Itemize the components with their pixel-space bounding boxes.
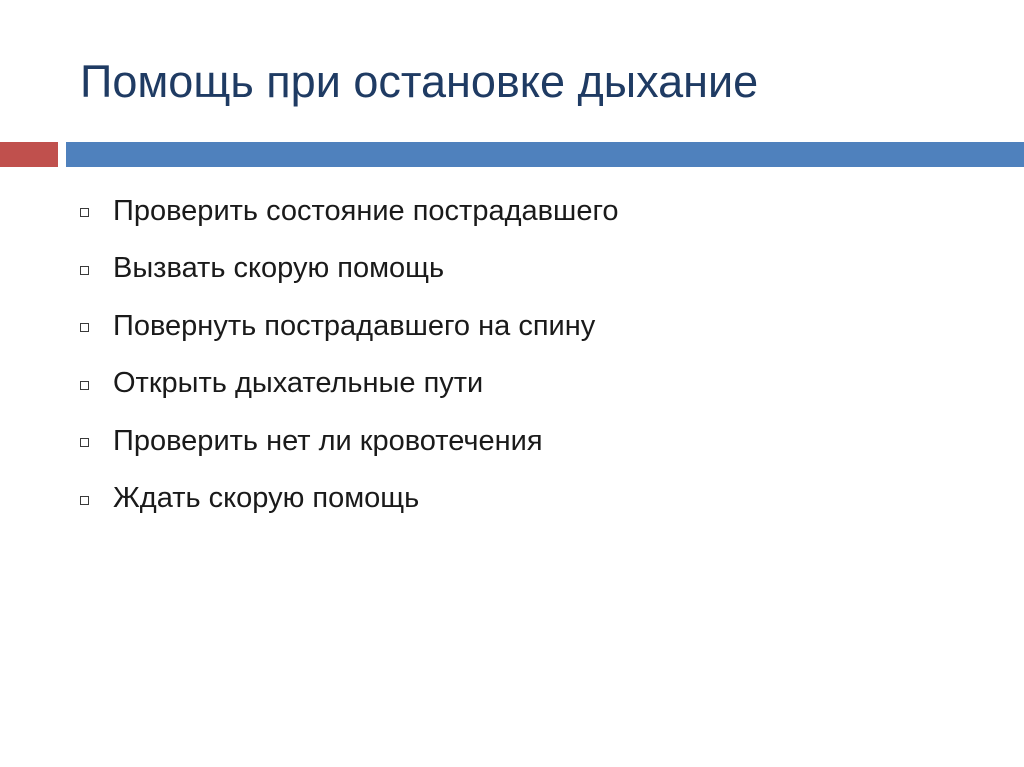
bullet-list (80, 182, 619, 527)
list-item-label: Вызвать скорую помощь (113, 252, 445, 285)
accent-bar-blue (66, 142, 1024, 167)
list-item (80, 412, 619, 470)
list-item (80, 297, 619, 355)
list-item-label: Повернуть пострадавшего на спину (113, 309, 596, 342)
list-item (80, 355, 619, 413)
square-bullet-icon (80, 266, 89, 275)
list-item-label: Проверить нет ли кровотечения (113, 424, 543, 457)
square-bullet-icon (80, 208, 89, 217)
list-item-label: Проверить состояние пострадавшего (113, 194, 619, 227)
list-item (80, 470, 619, 528)
square-bullet-icon (80, 496, 89, 505)
square-bullet-icon (80, 438, 89, 447)
list-item-label: Ждать скорую помощь (113, 482, 420, 515)
list-item (80, 240, 619, 298)
list-item-label: Открыть дыхательные пути (113, 367, 484, 400)
list-item (80, 182, 619, 240)
accent-bar-red (0, 142, 58, 167)
square-bullet-icon (80, 381, 89, 390)
square-bullet-icon (80, 323, 89, 332)
slide-title: Помощь при остановке дыхание (80, 56, 759, 107)
